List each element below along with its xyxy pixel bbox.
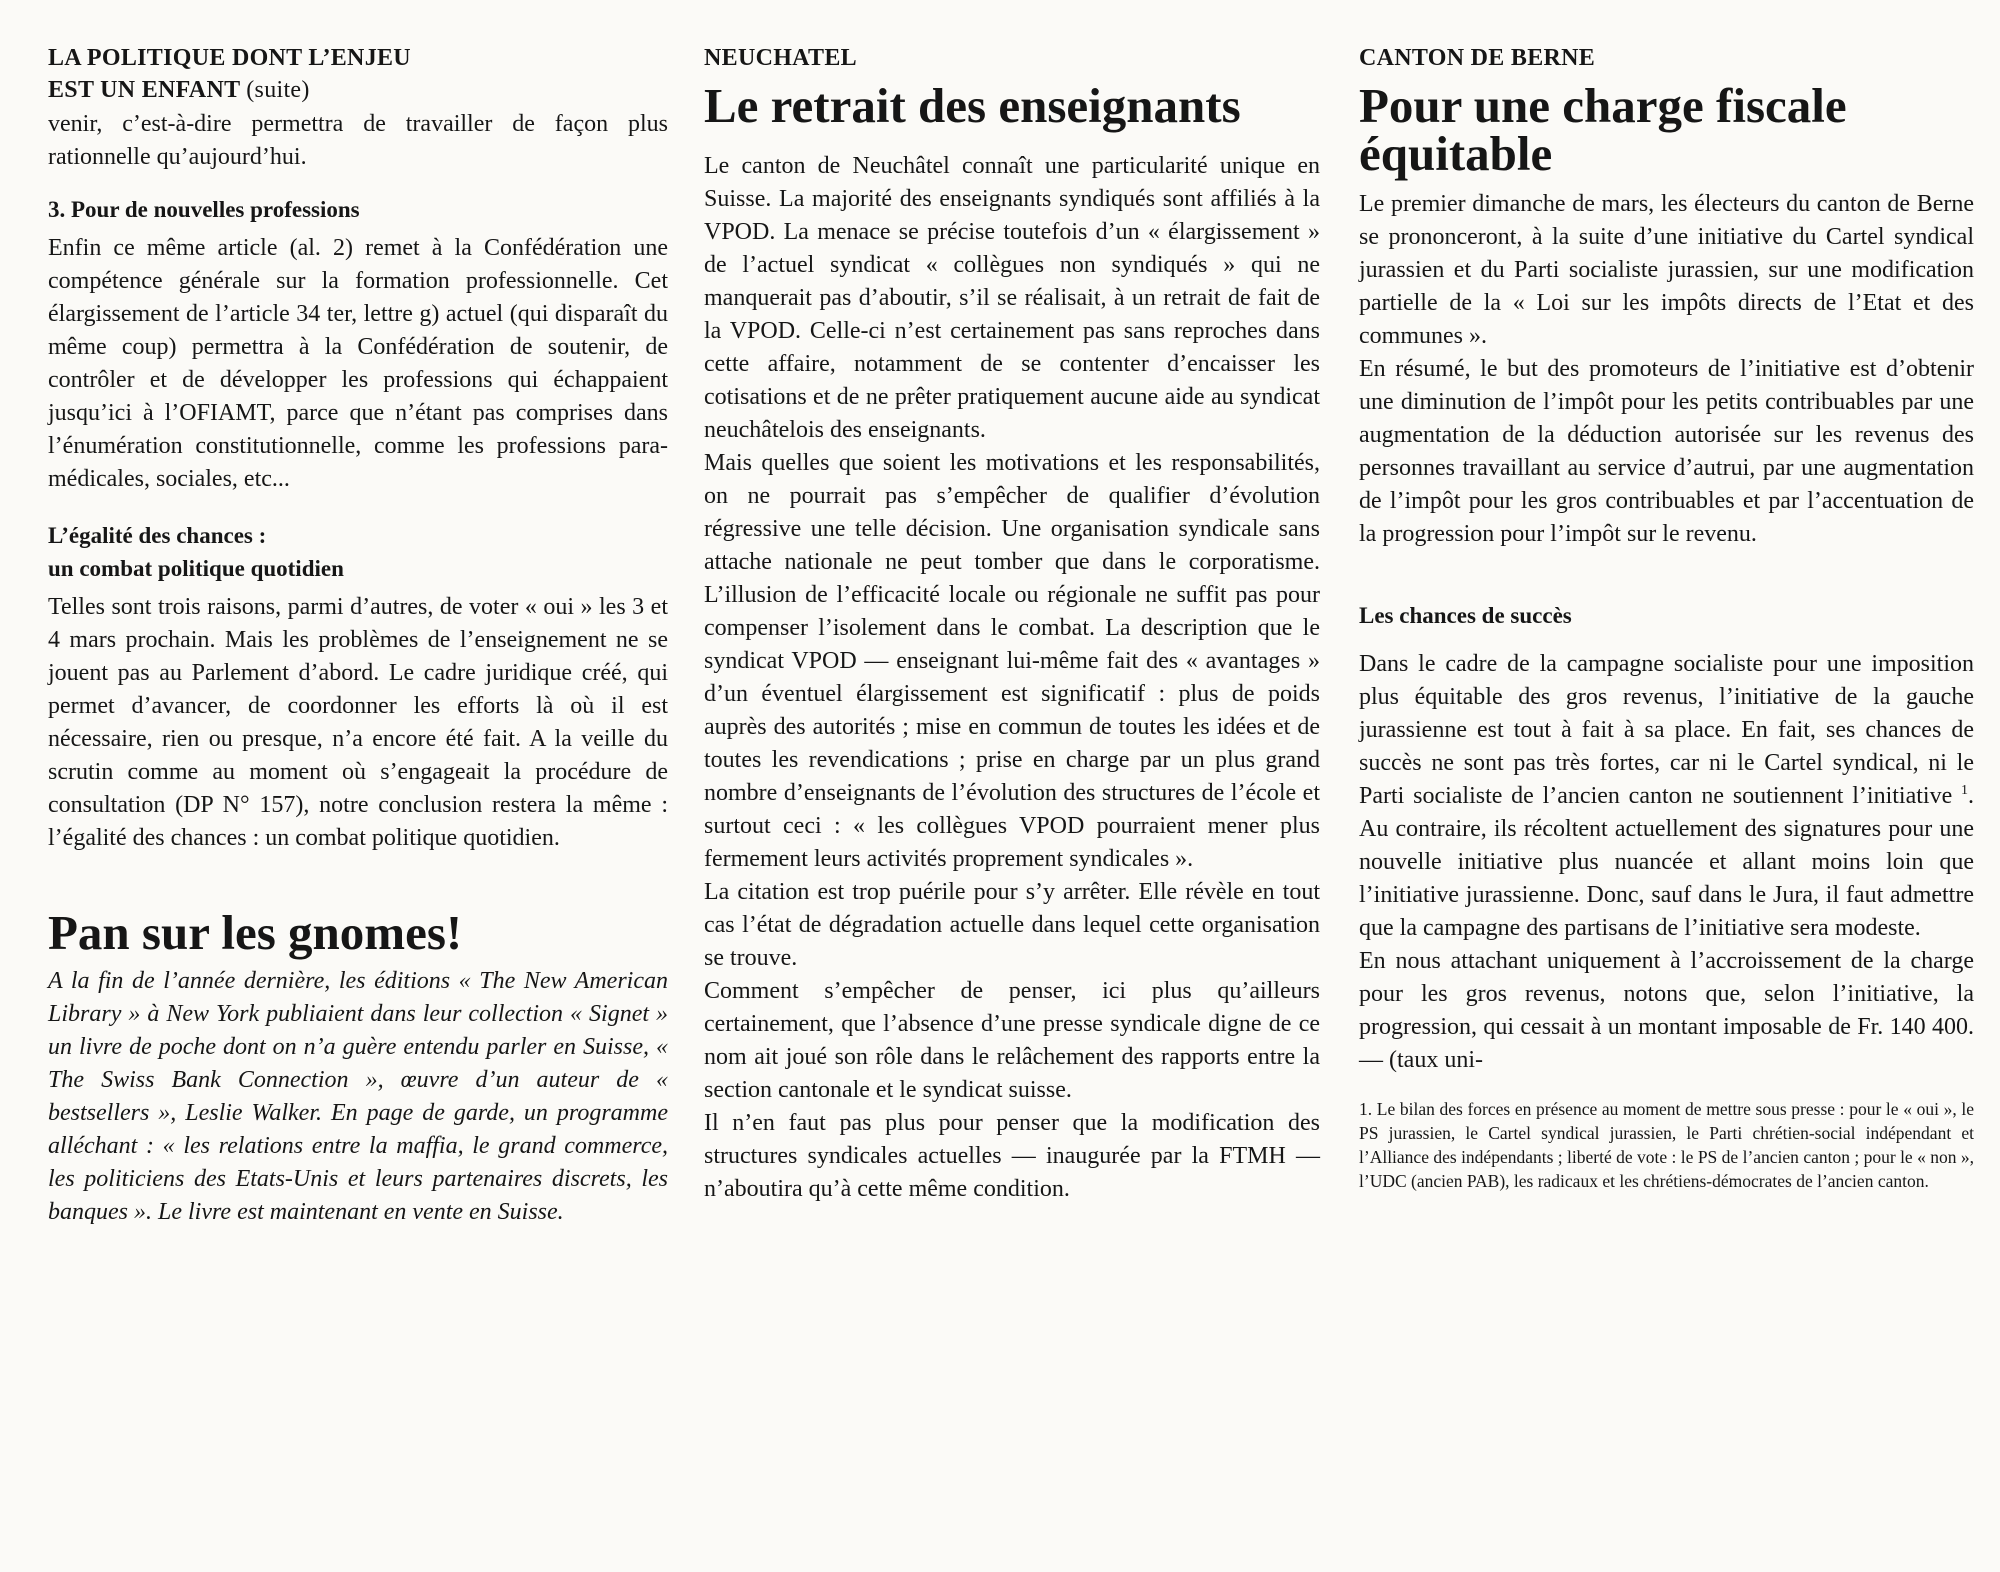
subheading bbox=[48, 519, 668, 585]
paragraph-text: . Au contraire, ils récoltent actuellement des signatures pour une nouvelle initiative plus nuancée et allant moins loin que l’initiative jurassienne. Donc, sauf dans le Jura, il faut admettre que la campagne des partisans de l’initiative sera modeste. bbox=[1359, 783, 1975, 941]
footnote: 1. Le bilan des forces en présence au moment de mettre sous presse : pour le « oui », le PS jurassien, le Cartel syndical jurassien, le Parti chrétien-social indépendant et l’Alliance des indépendants ; liberté de vote : le PS de l’ancien canton ; pour le « non », l’UDC (ancien PAB), les radicaux et les chrétiens-démocrates de l’ancien canton. bbox=[1359, 1099, 1974, 1191]
paragraph-text: Dans le cadre de la campagne socialiste pour une imposition plus équitable des gros revenus, l’initiative de la gauche jurassienne est tout à fait à sa place. En fait, ses chances de succès ne sont pas très fortes, car ni le Cartel syndical, ni le Parti socialiste de l’ancien canton ne soutiennent l’initiative bbox=[1359, 651, 1974, 809]
subheading-line-1: L’égalité des chances : bbox=[48, 523, 267, 548]
paragraph: Le canton de Neuchâtel connaît une particularité unique en Suisse. La majorité des enseignants syndiqués sont affiliés à la VPOD. La menace se précise toutefois d’un « élargissement » de l’actuel syndicat « collègues non syndiqués » qui ne manquerait pas d’aboutir, s’il se réalisait, à un retrait de fait de la VPOD. Celle-ci n’est certainement pas sans reproches dans cette affaire, notamment de se contenter d’encaisser les cotisations et de ne prêter pratiquement aucune aide au syndicat neuchâtelois des enseignants. bbox=[704, 153, 1320, 443]
paragraph: En nous attachant uniquement à l’accroissement de la charge pour les gros revenus, notons que, selon l’initiative, la progression, qui cessait à un montant imposable de Fr. 140 400.— (taux uni- bbox=[1359, 948, 1974, 1073]
paragraph: Il n’en faut pas plus pour penser que la modification des structures syndicales actuelles — inaugurée par la FTMH — n’aboutira qu’à cette même condition. bbox=[704, 1110, 1320, 1202]
article-headline: Pour une charge fiscale équitable bbox=[1359, 78, 1847, 181]
footnote-reference: 1 bbox=[1961, 783, 1969, 798]
column-left bbox=[48, 42, 668, 1229]
paragraph: Enfin ce même article (al. 2) remet à la Confédération une compétence générale sur la formation professionnelle. Cet élargissement de l’article 34 ter, lettre g) actuel (qui disparaît du même coup) permettra à la Confédération de soutenir, de contrôler et de développer les professions qui échappaient jusqu’ici à l’OFIAMT, parce que n’étant pas comprises dans l’énumération constitutionnelle, comme les professions para-médicales, sociales, etc... bbox=[48, 235, 668, 492]
kicker-bold: EST UN ENFANT bbox=[48, 77, 240, 103]
subheading-line-2: un combat politique quotidien bbox=[48, 556, 344, 581]
italic-intro-paragraph: A la fin de l’année dernière, les éditions « The New American Library » à New York publiaient dans leur collection « Signet » un livre de poche dont on n’a guère entendu parler en Suisse, « The Swiss Bank Connection », œuvre d’un auteur de « bestsellers », Leslie Walker. En page de garde, un programme alléchant : « les relations entre la maffia, le grand commerce, les politiciens des Etats-Unis et leurs partenaires discrets, les banques ». Le livre est maintenant en vente en Suisse. bbox=[48, 968, 668, 1225]
paragraph: Telles sont trois raisons, parmi d’autres, de voter « oui » les 3 et 4 mars prochain. Mais les problèmes de l’enseignement ne se jouent pas au Parlement d’abord. Le cadre juridique créé, qui permet d’avancer, de coordonner les efforts là où il est nécessaire, rien ou presque, n’a encore été fait. A la veille du scrutin comme au moment où s’engageait la procédure de consultation (DP N° 157), notre conclusion restera la même : l’égalité des chances : un combat politique quotidien. bbox=[48, 594, 668, 851]
paragraph: Comment s’empêcher de penser, ici plus qu’ailleurs certainement, que l’absence d’une presse syndicale digne de ce nom ait joué son rôle dans le relâchement des rapports entre la section cantonale et le syndicat suisse. bbox=[704, 978, 1320, 1103]
article-headline: Pan sur les gnomes! bbox=[48, 905, 463, 960]
article-headline: Le retrait des enseignants bbox=[704, 78, 1241, 133]
paragraph: Le premier dimanche de mars, les électeurs du canton de Berne se prononceront, à la suite d’une initiative du Cartel syndical jurassien et du Parti socialiste jurassien, sur une modification partielle de la « Loi sur les impôts directs de l’Etat et des communes ». bbox=[1359, 191, 1974, 349]
column-middle bbox=[704, 42, 1320, 1206]
paragraph: La citation est trop puérile pour s’y arrêter. Elle révèle en tout cas l’état de dégradation actuelle dans lequel cette organisation se trouve. bbox=[704, 879, 1320, 971]
kicker-line-2 bbox=[48, 74, 668, 106]
column-right bbox=[1359, 42, 1974, 1193]
paragraph bbox=[1359, 648, 1974, 945]
kicker-line-1: LA POLITIQUE DONT L’ENJEU bbox=[48, 45, 411, 71]
section-kicker bbox=[48, 42, 668, 106]
paragraph: venir, c’est-à-dire permettra de travailler de façon plus rationnelle qu’aujourd’hui. bbox=[48, 111, 668, 170]
section-kicker: CANTON DE BERNE bbox=[1359, 45, 1596, 71]
subheading: Les chances de succès bbox=[1359, 603, 1572, 628]
kicker-suite: (suite) bbox=[246, 77, 310, 103]
paragraph: En résumé, le but des promoteurs de l’initiative est d’obtenir une diminution de l’impôt pour les petits contribuables par une augmentation de la déduction autorisée sur les revenus des personnes travaillant au service d’autrui, par une augmentation de l’impôt pour les gros contribuables et par l’accentuation de la progression pour l’impôt sur le revenu. bbox=[1359, 356, 1974, 547]
section-kicker: NEUCHATEL bbox=[704, 45, 857, 71]
paragraph: Mais quelles que soient les motivations et les responsabilités, on ne pourrait pas s’empêcher de qualifier d’évolution régressive une telle décision. Une organisation syndicale sans attache nationale ne peut tomber que dans le corporatisme. L’illusion de l’efficacité locale ou régionale ne suffit pas pour compenser l’isolement dans le combat. La description que le syndicat VPOD — enseignant lui-même fait des « avantages » d’un éventuel élargissement est significatif : plus de poids auprès des autorités ; mise en commun de toutes les idées et de toutes les revendications ; prise en charge par un plus grand nombre d’enseignants de l’évolution des structures de l’école et surtout ceci : « les collègues VPOD pourraient mener plus fermement leurs activités proprement syndicales ». bbox=[704, 450, 1320, 872]
subheading: 3. Pour de nouvelles professions bbox=[48, 197, 360, 222]
